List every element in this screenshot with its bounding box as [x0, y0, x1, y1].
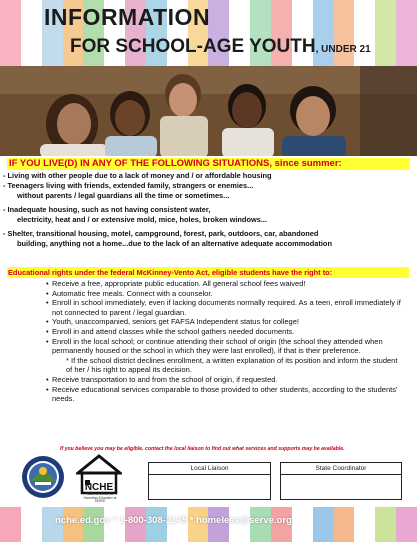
- situations-list: [3, 171, 413, 249]
- state-coordinator-label: State Coordinator: [281, 463, 401, 475]
- local-liaison-label: Local Liaison: [149, 463, 270, 475]
- rights-heading: Educational rights under the federal McKinney-Vento Act, eligible students have the right to:: [7, 267, 409, 278]
- rights-item-text: Receive transportation to and from the school of origin, if requested.: [52, 374, 278, 384]
- bullet-icon: •: [46, 384, 49, 394]
- rights-item: [46, 279, 401, 289]
- situation-line: building, anything not a home...due to the lack of an alternative adequate accommodation: [17, 239, 332, 248]
- state-coordinator-box: [280, 462, 402, 500]
- rights-item-text: Enroll in the local school; or continue attending their school of origin (the school they attended when permanently housed or the school in which they were last enrolled), if that is their preference.: [52, 336, 383, 356]
- contact-note: If you believe you may be eligible, contact the local liaison to find out what services and supports may be available.: [60, 446, 345, 452]
- nche-caption: National Center for Homeless Education at SERVE: [83, 492, 117, 504]
- bullet-icon: •: [46, 326, 49, 336]
- situation-line: - Living with other people due to a lack of money and / or affordable housing: [3, 171, 272, 180]
- rights-item-text: Enroll in and attend classes while the school gathers needed documents.: [52, 326, 295, 336]
- bullet-icon: •: [46, 336, 49, 346]
- rights-item-text: Receive a free, appropriate public education. All general school fees waived!: [52, 279, 306, 288]
- stripe: [396, 507, 417, 542]
- stripe: [0, 507, 21, 542]
- rights-item: [46, 317, 401, 327]
- bullet-icon: •: [46, 317, 49, 327]
- situation-line: electricity, heat and / or extensive mold, mice, holes, broken windows...: [17, 215, 267, 224]
- bullet-icon: •: [46, 298, 49, 308]
- situation-line: - Teenagers living with friends, extended family, strangers or enemies...: [3, 181, 254, 190]
- rights-list: [46, 279, 401, 404]
- title-block: [0, 0, 417, 66]
- rights-item: [46, 289, 401, 299]
- rights-item: [46, 298, 401, 317]
- department-of-education-seal-icon: [21, 455, 65, 499]
- rights-note: [46, 356, 401, 375]
- situations-headline: IF YOU LIVE(D) IN ANY OF THE FOLLOWING SITUATIONS, since summer:: [7, 158, 410, 170]
- stripe: [21, 507, 42, 542]
- rights-item: [46, 385, 401, 404]
- bullet-icon: •: [46, 279, 49, 288]
- rights-item: [46, 327, 401, 337]
- page-title: INFORMATION: [44, 4, 211, 30]
- bullet-icon: •: [46, 288, 49, 298]
- bullet-icon: •: [46, 374, 49, 384]
- rights-item-text: Receive educational services comparable to those provided to other students, according to the students' needs.: [52, 384, 398, 404]
- situation-line: - Inadequate housing, such as not having consistent water,: [3, 205, 211, 214]
- students-photo-illustration: [0, 66, 417, 156]
- rights-item-text: Youth, unaccompanied, seniors get FAFSA Independent status for college!: [52, 317, 299, 327]
- rights-item-text: Automatic free meals. Connect with a counselor.: [52, 288, 213, 298]
- situation-line: without parents / legal guardians all the time or sometimes...: [17, 191, 230, 200]
- subtitle-age-qualifier: , UNDER 21: [315, 44, 371, 55]
- rights-item: [46, 375, 401, 385]
- nche-logo-text: NCHE: [84, 482, 114, 493]
- rights-item-text: Enroll in school immediately, even if lacking documents normally required. As a teen, enroll immediately if not connected to parent / legal guardian.: [52, 298, 401, 317]
- subtitle-main: FOR SCHOOL-AGE YOUTH: [70, 36, 316, 57]
- rights-item-text: * If the school district declines enrollment, a written explanation of its position and inform the student of her / his right to appeal its decision.: [66, 355, 398, 375]
- situation-line: - Shelter, transitional housing, motel, campground, forest, park, outdoors, car, abandoned: [3, 229, 319, 238]
- students-photo: [0, 66, 417, 156]
- rights-item: [46, 337, 401, 356]
- contact-footer: nche.ed.gov * 1-800-308-2145 * homeless@serve.org: [55, 515, 292, 526]
- local-liaison-box: [148, 462, 271, 500]
- page-subtitle: [70, 36, 371, 58]
